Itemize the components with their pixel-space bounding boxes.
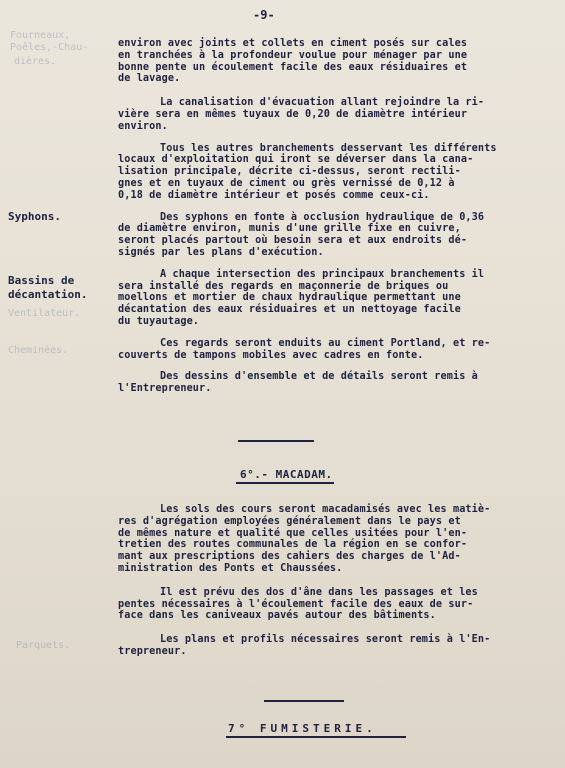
text-line: environ avec joints et collets en ciment posés sur cales [118, 38, 468, 49]
text-line: Des dessins d'ensemble et de détails seront remis à [160, 371, 478, 383]
section-divider [238, 440, 314, 442]
text-line: Des syphons en fonte à occlusion hydraulique de 0,36 [160, 211, 485, 223]
paragraph-branchements [118, 143, 538, 202]
heading-macadam-text: 6°.- MACADAM. [240, 468, 333, 481]
text-line: moellons et mortier de chaux hydraulique permettant une [118, 292, 461, 304]
text-line: La canalisation d'évacuation allant rejoindre la ri- [160, 97, 485, 109]
text-line: lisation principale, décrite ci-dessus, seront rectili- [118, 166, 461, 178]
text-line: 0,18 de diamètre intérieur et posés comme ceux-ci. [118, 189, 430, 201]
text-line: décantation des eaux résiduaires et un nettoyage facile [118, 304, 461, 316]
text-line: seront placés partout où besoin sera et aux endroits dé- [118, 235, 468, 247]
margin-label-bassins [8, 274, 87, 302]
text-line: gnes et en tuyaux de ciment ou grès vernissé de 0,12 à [118, 177, 455, 189]
paragraph-regards [118, 338, 538, 362]
heading-macadam-underline [236, 482, 334, 484]
margin-label-syphons: Syphons. [8, 210, 61, 223]
body-top [118, 38, 538, 405]
text-line: bonne pente un écoulement facile des eaux résiduaires et [118, 61, 468, 73]
text-line: Les sols des cours seront macadamisés avec les matiè- [160, 504, 491, 515]
text-line: en tranchées à la profondeur voulue pour ménager par une [118, 49, 468, 61]
text-line: Tous les autres branchements desservant les différents [160, 142, 497, 154]
margin-label-bassins-line: décantation. [8, 288, 88, 301]
paragraph-dessins [118, 371, 538, 395]
paragraph-canalisation [118, 38, 538, 85]
paragraph-plans [118, 634, 538, 658]
text-line: de diamètre environ, munis d'une grille fixe en cuivre, [118, 223, 461, 235]
ghost-margin-2: Poêles,-Chau- [10, 42, 89, 53]
text-line: tretien des routes communales de la région en se confor- [118, 539, 468, 551]
margin-label-bassins-line: Bassins de [8, 274, 75, 287]
paragraph-dos-dane [118, 587, 538, 622]
text-line: Ces regards seront enduits au ciment Portland, et re- [160, 337, 491, 349]
text-line: vière sera en mêmes tuyaux de 0,20 de diamètre intérieur [118, 108, 468, 120]
body-macadam [118, 504, 538, 668]
text-line: ministration des Ponts et Chaussées. [118, 562, 343, 574]
paragraph-macadam [118, 504, 538, 575]
text-line: locaux d'exploitation qui iront se déverser dans la cana- [118, 154, 474, 166]
ghost-margin-6: Parquets. [16, 640, 71, 651]
text-line: de mêmes nature et qualité que celles usitées pour l'en- [118, 527, 468, 539]
text-line: Les plans et profils nécessaires seront remis à l'En- [160, 634, 491, 646]
text-line: signés par les plans d'exécution. [118, 246, 324, 258]
paragraph-bassins [118, 269, 538, 328]
heading-fumisterie-text: 7° FUMISTERIE. [228, 722, 377, 735]
text-line: couverts de tampons mobiles avec cadres en fonte. [118, 349, 424, 361]
text-line: du tuyautage. [118, 315, 200, 327]
text-line: A chaque intersection des principaux branchements il [160, 268, 485, 280]
ghost-margin-5: Cheminées. [8, 345, 69, 356]
text-line: environ. [118, 120, 168, 132]
text-line: l'Entrepreneur. [118, 383, 212, 395]
heading-macadam [240, 468, 333, 481]
ghost-margin-4: Ventilateur. [8, 308, 81, 319]
page-number: -9- [253, 8, 275, 22]
paragraph-syphons [118, 212, 538, 259]
text-line: face dans les caniveaux pavés autour des bâtiments. [118, 610, 436, 622]
text-line: Il est prévu des dos d'âne dans les passages et les [160, 586, 478, 598]
ghost-margin-3: dières. [14, 56, 57, 67]
heading-fumisterie [228, 722, 377, 735]
paragraph-riviere [118, 97, 538, 132]
text-line: trepreneur. [118, 645, 187, 657]
text-line: mant aux prescriptions des cahiers des charges de l'Ad- [118, 551, 461, 563]
text-line: pentes nécessaires à l'écoulement facile des eaux de sur- [118, 598, 474, 610]
ghost-margin-1: Fourneaux, [10, 30, 71, 41]
text-line: res d'agrégation employées généralement dans le pays et [118, 515, 461, 527]
section-divider [264, 700, 344, 702]
text-line: sera installé des regards en maçonnerie de briques ou [118, 280, 449, 292]
heading-fumisterie-underline [226, 736, 406, 738]
text-line: de lavage. [118, 73, 181, 85]
